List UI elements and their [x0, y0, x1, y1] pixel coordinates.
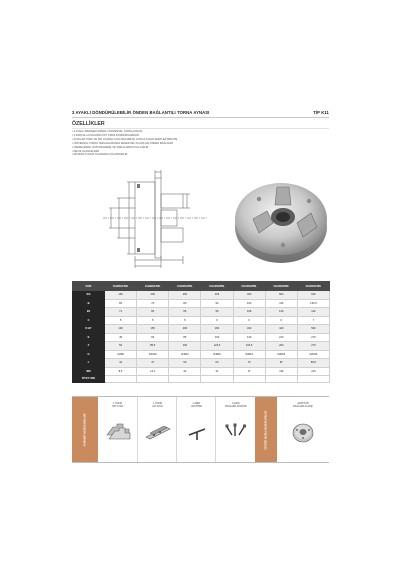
table-cell: 165	[137, 325, 169, 334]
table-cell: 14,1	[137, 367, 169, 376]
technical-drawing	[95, 168, 210, 270]
table-header-cell: CHARGFRN.	[169, 282, 201, 291]
table-cell: 80	[169, 299, 201, 308]
features-heading: ÖZELLİKLER	[72, 121, 105, 127]
table-cell: 6xM16	[297, 350, 329, 359]
feature-item: • ÜNİVERSAL TORNA TEZGAHLARINDA FENER MİLİ FLANŞ İLE ÖNDEN BAĞLANIR	[72, 141, 173, 145]
table-header-cell: CHARGFRN.	[297, 282, 329, 291]
product-type: TİP K11	[313, 110, 329, 115]
accessories-panel	[72, 396, 329, 463]
accessory-item-flange-bolts	[215, 397, 256, 462]
table-cell: 8,5	[105, 367, 137, 376]
price-cell	[201, 376, 233, 383]
table-cell: 130	[105, 325, 137, 334]
features-list	[72, 130, 177, 157]
row-label: L	[73, 359, 105, 368]
table-cell: 213	[297, 367, 329, 376]
table-cell: 440	[265, 325, 297, 334]
table-cell: 3xM16	[201, 350, 233, 359]
table-cell: 560	[297, 325, 329, 334]
accessory-caption: 1 TAKIM ALT AYNA	[152, 403, 163, 408]
table-cell: 142	[297, 308, 329, 317]
table-cell: 123,5	[201, 342, 233, 351]
table-cell: 65	[137, 333, 169, 342]
price-label: FİYAT USD	[73, 376, 105, 383]
table-cell: 56	[105, 342, 137, 351]
specification-table	[72, 281, 330, 383]
table-cell: 3xM12	[169, 350, 201, 359]
accessory-caption: 1 ADET ANAHTAR	[191, 403, 202, 408]
table-row	[73, 299, 330, 308]
table-cell: 7	[297, 316, 329, 325]
accessory-item-chuck-key	[176, 397, 216, 462]
table-cell: 203	[265, 342, 297, 351]
row-label: ØM	[73, 367, 105, 376]
price-cell	[137, 376, 169, 383]
table-cell: 5	[105, 316, 137, 325]
row-label: D H7	[73, 325, 105, 334]
table-cell: 86,5	[297, 359, 329, 368]
table-row	[73, 316, 330, 325]
price-cell	[265, 376, 297, 383]
accessory-caption: ADAPTÖR BAĞLAMA FLANŞI	[293, 403, 313, 408]
table-cell: 59	[169, 359, 201, 368]
row-label: G	[73, 350, 105, 359]
table-cell: 500	[265, 291, 297, 300]
accessory-item-adapter-flange	[277, 397, 329, 462]
table-cell: 6	[201, 316, 233, 325]
price-cell	[233, 376, 265, 383]
table-cell: 41	[201, 367, 233, 376]
chuck-photo	[229, 173, 331, 268]
table-cell: 133.5	[297, 299, 329, 308]
flange-bolts-icon	[224, 421, 248, 441]
table-cell: 6	[233, 316, 265, 325]
price-cell	[297, 376, 329, 383]
row-label: B1	[73, 308, 105, 317]
table-cell: 160	[105, 291, 137, 300]
chuck-key-icon	[185, 421, 209, 441]
table-cell: 119	[265, 367, 297, 376]
table-cell: 95	[201, 308, 233, 317]
optional-accessories-tab: İSTEĞE BAĞLI AKSESUARLAR	[255, 397, 277, 462]
table-header-cell: CHARGFRN.	[201, 282, 233, 291]
table-cell: 260	[201, 325, 233, 334]
row-label: F	[73, 342, 105, 351]
table-cell: 86	[169, 308, 201, 317]
table-cell: 115	[265, 299, 297, 308]
table-cell: 100	[169, 342, 201, 351]
table-row	[73, 342, 330, 351]
features-divider	[72, 128, 329, 129]
accessory-caption: FLANŞ BAĞLAMA CİVATASI	[225, 403, 247, 408]
table-cell: 3xM8	[105, 350, 137, 359]
feature-item: • FREZELERDE, DİVİZÖRLERDE VE TABLALARDA KULLANILIR	[72, 145, 149, 149]
table-cell: 85	[169, 333, 201, 342]
table-cell: 210	[265, 333, 297, 342]
table-cell: 90	[201, 299, 233, 308]
table-cell: 63	[201, 359, 233, 368]
upper-jaw-icon	[105, 421, 131, 441]
table-cell: 164,5	[233, 342, 265, 351]
table-cell: 340	[233, 325, 265, 334]
table-cell: 44	[105, 359, 137, 368]
table-cell: 100	[233, 299, 265, 308]
table-row	[73, 367, 330, 376]
table-header-cell: KOD	[73, 282, 105, 291]
feature-item: • 3 AYAKLI MERKEZİ SIPMALI ÜNİVERSAL TORNA AYNASI	[72, 130, 143, 133]
table-cell: 71	[105, 308, 137, 317]
table-cell: 315	[201, 291, 233, 300]
table-cell: 65	[105, 299, 137, 308]
table-cell: 400	[233, 291, 265, 300]
table-cell: 3xM16	[233, 350, 265, 359]
price-cell	[169, 376, 201, 383]
table-row	[73, 333, 330, 342]
table-cell: 130	[233, 333, 265, 342]
included-accessories-tab: AYNAMIT AKSESUARLARI	[72, 397, 98, 462]
feature-item: • DİVİZÖR AYNASI OLARAKDA AOLANDIRILIR	[72, 153, 128, 157]
table-header-cell: CHARGFRN.	[233, 282, 265, 291]
table-cell: 5	[169, 316, 201, 325]
table-cell: 273	[297, 342, 329, 351]
row-label: E	[73, 333, 105, 342]
table-row	[73, 350, 330, 359]
table-row	[73, 359, 330, 368]
table-cell: 87	[265, 359, 297, 368]
table-header-cell: CHARGFRN.	[265, 282, 297, 291]
table-cell: 32	[169, 367, 201, 376]
lower-jaw-icon	[144, 421, 172, 441]
row-label: C	[73, 316, 105, 325]
table-cell: 47	[137, 359, 169, 368]
table-cell: 200	[137, 291, 169, 300]
table-cell: 80	[137, 308, 169, 317]
table-cell: 72	[233, 359, 265, 368]
table-cell: 70	[137, 299, 169, 308]
product-title: 3 AYAKLI DÖNDÜRÜLEBİLİR ÖNDEN BAĞLANTILI TORNA AYNASI	[72, 110, 210, 115]
table-cell: 630	[297, 291, 329, 300]
table-cell: 6	[265, 316, 297, 325]
price-cell	[105, 376, 137, 383]
table-cell: 108	[233, 308, 265, 317]
accessory-item-lower-jaws	[137, 397, 177, 462]
table-cell: 270	[297, 333, 329, 342]
table-cell: 6xM16	[265, 350, 297, 359]
table-cell: 85,5	[137, 342, 169, 351]
accessory-item-upper-jaws	[98, 397, 137, 462]
table-cell: 5	[137, 316, 169, 325]
feature-item: • 2 PARÇALI AYAKLARIN ÜST KISMI DÖNDÜRÜLEBİLİR	[72, 133, 139, 137]
table-row	[73, 291, 330, 300]
table-cell: 206	[169, 325, 201, 334]
table-header-cell: CHARGFRN.	[105, 282, 137, 291]
table-cell: 3xM10	[137, 350, 169, 359]
adapter-flange-icon	[291, 421, 315, 443]
feature-item: • DEVİZ OLANAKLIDIR	[72, 149, 100, 153]
row-label: ØA	[73, 291, 105, 300]
table-cell: 126	[265, 308, 297, 317]
feature-item: • AYAKLAR TORK VE DİŞ OLARAK KULLANILABİLİR; AYRICA KVAVA SERTLEŞTİRİLMİŞ	[72, 137, 178, 141]
table-row	[73, 325, 330, 334]
accessory-caption: 1 TAKIM ÜST AYNA	[111, 403, 124, 408]
table-cell: 250	[169, 291, 201, 300]
table-cell: 45	[105, 333, 137, 342]
table-cell: 100	[201, 333, 233, 342]
table-row	[73, 308, 330, 317]
row-label: B	[73, 299, 105, 308]
table-cell: 71	[233, 367, 265, 376]
price-row	[73, 376, 330, 383]
table-header-row	[73, 282, 330, 291]
table-header-cell: CHARGFRN.	[137, 282, 169, 291]
section-title-bar	[72, 108, 329, 118]
